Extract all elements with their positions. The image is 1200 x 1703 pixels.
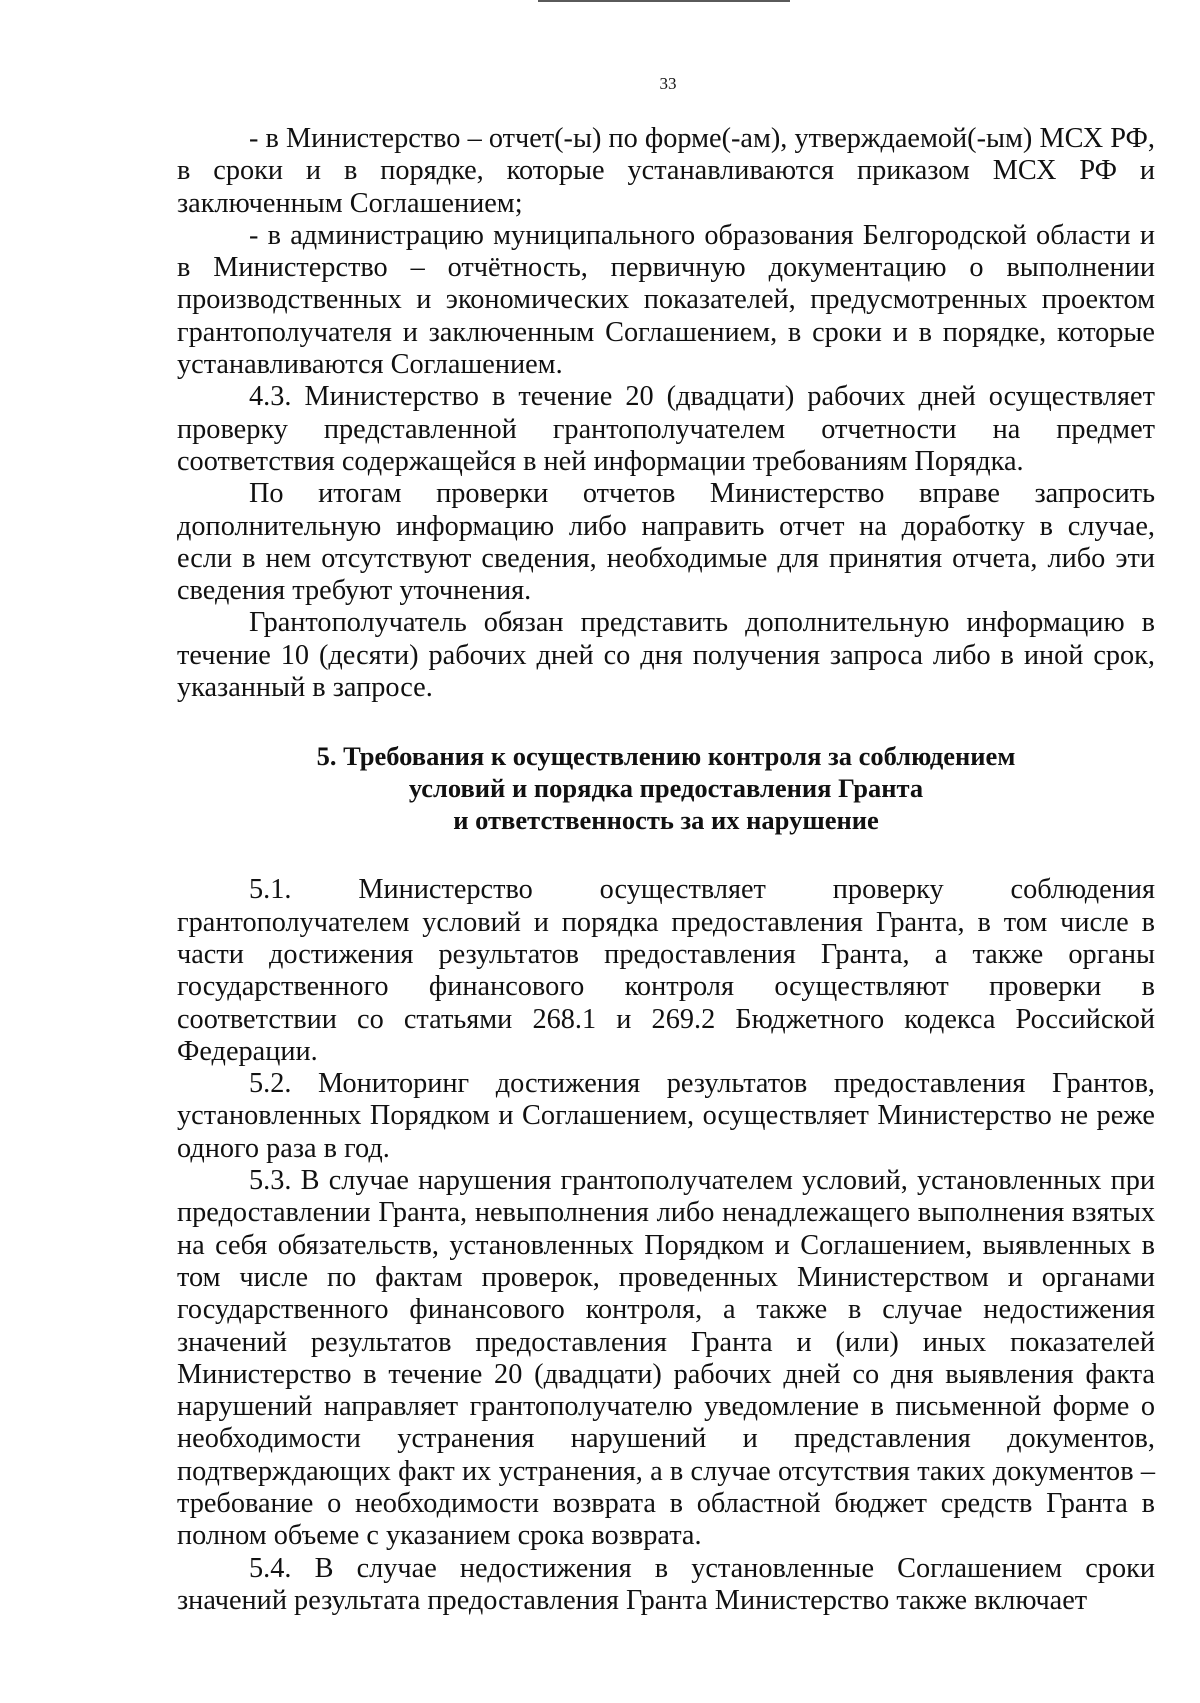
document-body [177, 123, 1155, 1617]
section-5-heading [177, 740, 1155, 836]
paragraph-5-2: 5.2. Мониторинг достижения результатов предоставления Грантов, установленных Порядком и Соглашением, осуществляет Министерство не реже одного раза в год. [177, 1068, 1155, 1164]
paragraph-5-4: 5.4. В случае недостижения в установленные Соглашением сроки значений результата предоставления Гранта Министерство также включает [177, 1552, 1155, 1616]
paragraph-additional-info: Грантополучатель обязан представить дополнительную информацию в течение 10 (десяти) рабочих дней со дня получения запроса либо в иной срок, указанный в запросе. [177, 607, 1155, 704]
paragraph-5-3: 5.3. В случае нарушения грантополучателем условий, установленных при предоставлении Гранта, невыполнения либо ненадлежащего выполнения взятых на себя обязательств, установленных Порядком и Соглашением, выявленных в том числе по фактам проверок, проведенных Министерством и органами государственного финансового контроля, а также в случае недостижения значений результатов предоставления Гранта и (или) иных показателей Министерство в течение 20 (двадцати) рабочих дней со дня выявления факта нарушений направляет грантополучателю уведомление в письменной форме о необходимости устранения нарушений и представления документов, подтверждающих факт их устранения, а в случае отсутствия таких документов – требование о необходимости возврата в областной бюджет средств Гранта в полном объеме с указанием срока возврата. [177, 1165, 1155, 1552]
paragraph-5-1: 5.1. Министерство осуществляет проверку соблюдения грантополучателем условий и порядка предоставления Гранта, в том числе в части достижения результатов предоставления Гранта, а также органы государственного финансового контроля осуществляют проверки в соответствии со статьями 268.1 и 269.2 Бюджетного кодекса Российской Федерации. [177, 874, 1155, 1067]
paragraph-report-check: По итогам проверки отчетов Министерство вправе запросить дополнительную информацию либо направить отчет на доработку в случае, если в нем отсутствуют сведения, необходимые для принятия отчета, либо эти сведения требуют уточнения. [177, 478, 1155, 607]
paragraph-reports-ministry: - в Министерство – отчет(-ы) по форме(-ам), утверждаемой(-ым) МСХ РФ, в сроки и в порядке, которые устанавливаются приказом МСХ РФ и заключенным Соглашением; [177, 123, 1155, 219]
paragraph-4-3: 4.3. Министерство в течение 20 (двадцати) рабочих дней осуществляет проверку представленной грантополучателем отчетности на предмет соответствия содержащейся в ней информации требованиям Порядка. [177, 381, 1155, 477]
top-scan-line [538, 0, 790, 2]
paragraph-reports-municipality: - в администрацию муниципального образования Белгородской области и в Министерство – отчётность, первичную документацию о выполнении производственных и экономических показателей, предусмотренных проектом грантополучателя и заключенным Соглашением, в сроки и в порядке, которые устанавливаются Соглашением. [177, 219, 1155, 381]
section-heading-line: условий и порядка предоставления Гранта [408, 773, 924, 804]
section-heading-line: и ответственность за их нарушение [453, 805, 879, 836]
page-number: 33 [659, 74, 677, 93]
section-heading-line: 5. Требования к осуществлению контроля за соблюдением [316, 741, 1016, 772]
